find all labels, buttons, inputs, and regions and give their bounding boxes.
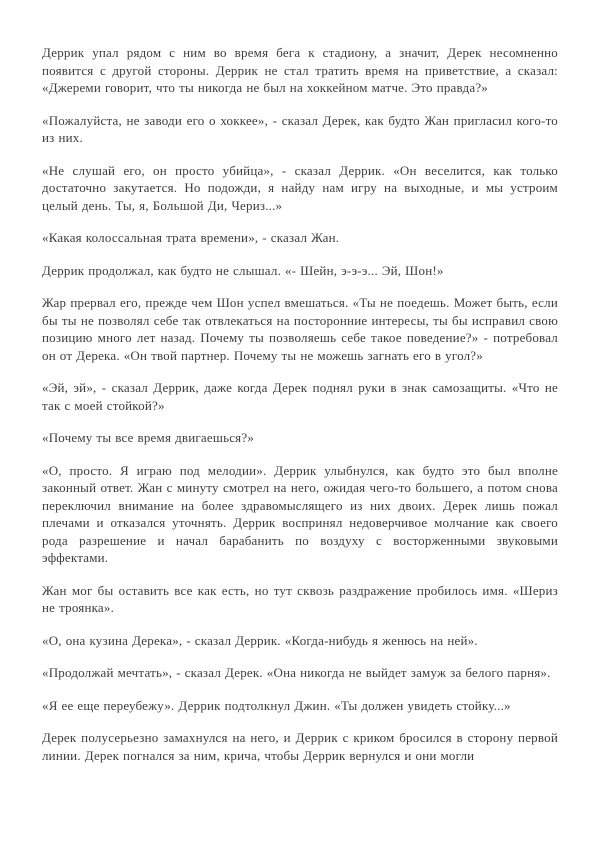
paragraph: «О, просто. Я играю под мелодии». Деррик улыбнулся, как будто это был вполне законный ответ. Жан с минуту смотрел на него, ожидая чего-то большего, а потом снова переключил внимание на более здравомыслящего из них двоих. Дерек лишь пожал плечами и отказался уточнять. Деррик воспринял недоверчивое молчание как своего рода разрешение и начал барабанить по воздуху с восторженными звуковыми эффектами. (42, 462, 558, 565)
paragraph: «Эй, эй», - сказал Деррик, даже когда Дерек поднял руки в знак самозащиты. «Что не так с моей стойкой?» (42, 380, 558, 413)
paragraph: «Продолжай мечтать», - сказал Дерек. «Она никогда не выйдет замуж за белого парня». (42, 665, 551, 680)
paragraph: Деррик упал рядом с ним во время бега к стадиону, а значит, Дерек несомненно появится с другой стороны. Деррик не стал тратить время на приветствие, а сказал: «Джереми говорит, что ты никогда не был на хоккейном матче. Это правда?» (42, 45, 558, 95)
paragraph: Деррик продолжал, как будто не слышал. «- Шейн, э-э-э... Эй, Шон!» (42, 262, 444, 278)
paragraph: Жан мог бы оставить все как есть, но тут сквозь раздражение пробилось имя. «Шериз не троянка». (42, 582, 558, 615)
paragraph: «Пожалуйста, не заводи его о хоккее», - сказал Дерек, как будто Жан пригласил кого-то из них. (42, 112, 558, 145)
paragraph: «О, она кузина Дерека», - сказал Деррик. «Когда-нибудь я женюсь на ней». (42, 632, 478, 648)
paragraph: «Не слушай его, он просто убийца», - сказал Деррик. «Он веселится, как только достаточно закутается. Но подожди, я найду нам игру на выходные, и мы устроим целый день. Ты, я, Большой Ди, Чериз...» (42, 162, 558, 213)
paragraph: «Какая колоссальная трата времени», - сказал Жан. (42, 230, 340, 245)
paragraph: «Я ее еще переубежу». Деррик подтолкнул Джин. «Ты должен увидеть стойку...» (42, 697, 511, 713)
paragraph: Жар прервал его, прежде чем Шон успел вмешаться. «Ты не поедешь. Может быть, если бы ты не позволял себе так отвлекаться на посторонние интересы, ты бы исправил свою позицию много лет назад. Почему ты позволяешь себе такое поведение?» - потребовал он от Дерека. «Он твой партнер. Почему ты не можешь загнать его в угол?» (42, 295, 558, 363)
paragraph: «Почему ты все время двигаешься?» (42, 430, 255, 445)
paragraph: Дерек полусерьезно замахнулся на него, и Деррик с криком бросился в сторону первой линии. Дерек погнался за ним, крича, чтобы Деррик вернулся и они могли (42, 730, 558, 763)
